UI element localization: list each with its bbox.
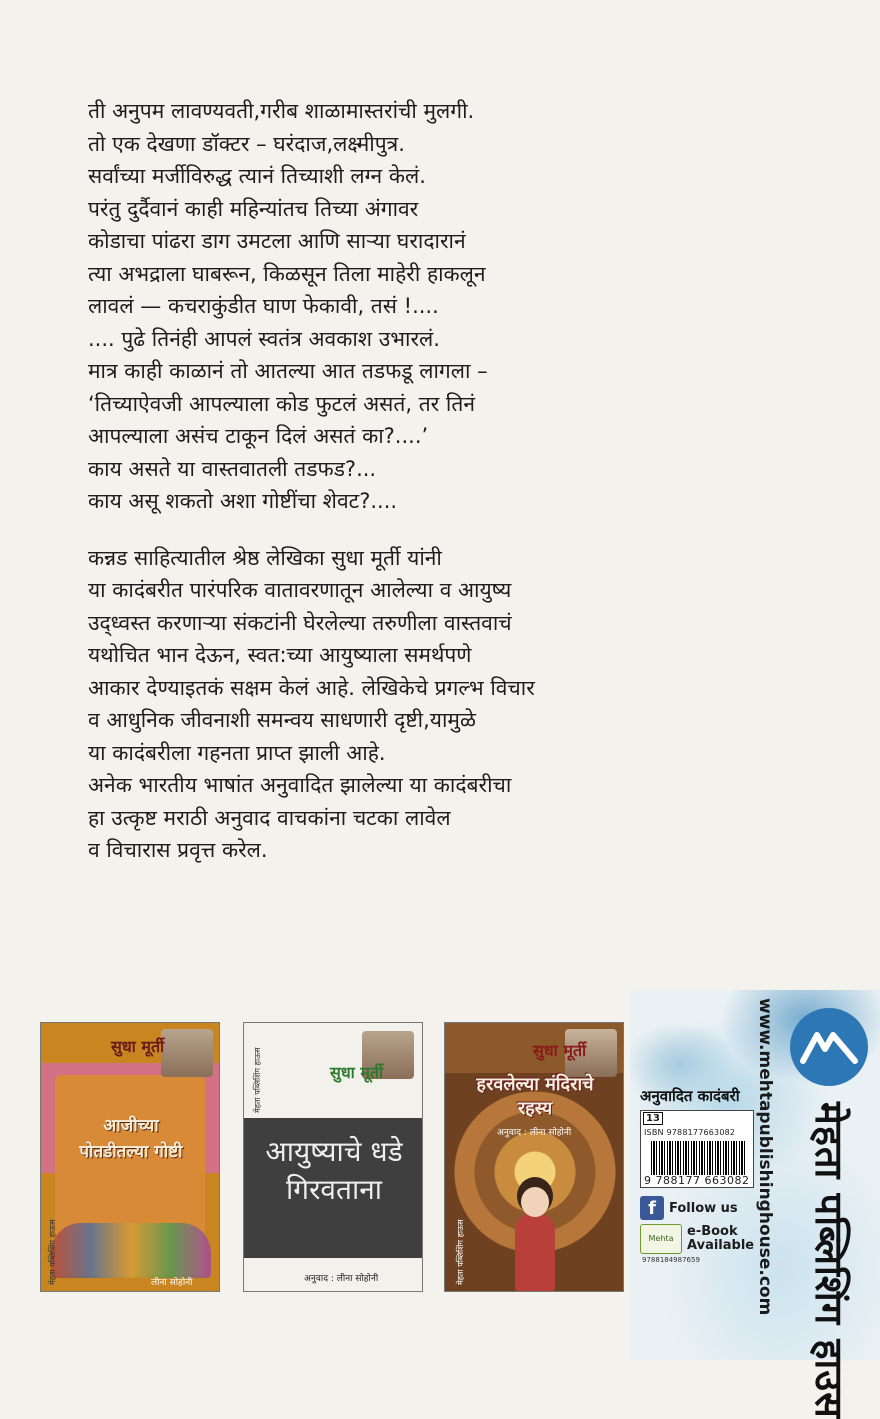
blurb-paragraph-2 bbox=[88, 542, 808, 867]
blurb-line: व विचारास प्रवृत्त करेल. bbox=[88, 838, 268, 862]
blurb-line: .... पुढे तिनंही आपलं स्वतंत्र अवकाश उभारलं. bbox=[88, 326, 440, 351]
book-title: आजीच्या पोतडीतल्या गोष्टी bbox=[79, 1116, 183, 1162]
book-publisher: मेहता पब्लिशिंग हाऊस bbox=[48, 1219, 57, 1285]
facebook-follow bbox=[640, 1196, 738, 1220]
blurb-line: अनेक भारतीय भाषांत अनुवादित झालेल्या या कादंबरीचा bbox=[88, 773, 512, 797]
book-author: सुधा मूर्ती bbox=[533, 1041, 587, 1060]
blurb-line: ‘तिच्याऐवजी आपल्याला कोड फुटलं असतं, तर तिनं bbox=[88, 391, 475, 416]
blurb-line: व आधुनिक जीवनाशी समन्वय साधणारी दृष्टी,यामुळे bbox=[88, 708, 476, 732]
blurb-line: कोडाचा पांढरा डाग उमटला आणि साऱ्या घरादारानं bbox=[88, 229, 466, 253]
ebook-icon: Mehta bbox=[640, 1224, 682, 1254]
blurb-line: हा उत्कृष्ट मराठी अनुवाद वाचकांना चटका लावेल bbox=[88, 805, 451, 830]
publisher-logo-icon bbox=[790, 1008, 868, 1086]
blurb-line: काय असते या वास्तवातली तडफड?... bbox=[88, 456, 377, 481]
author-photo bbox=[161, 1029, 213, 1077]
blurb-line: कन्नड साहित्यातील श्रेष्ठ लेखिका सुधा मूर्ती यांनी bbox=[88, 545, 442, 570]
book-author: सुधा मूर्ती bbox=[111, 1037, 165, 1056]
book-publisher: मेहता पब्लिशिंग हाऊस bbox=[456, 1219, 465, 1285]
blurb-line: काय असू शकतो अशा गोष्टींचा शेवट?.... bbox=[88, 489, 398, 513]
book-thumbnail-2 bbox=[243, 1022, 423, 1292]
ebook-label-2: Available bbox=[687, 1238, 755, 1253]
book-title: हरवलेल्या मंदिराचे रहस्य bbox=[476, 1074, 594, 1119]
back-cover-blurb bbox=[88, 95, 808, 867]
book-translator: अनुवाद : लीना सोहोनी bbox=[304, 1274, 379, 1284]
book-thumbnail-1 bbox=[40, 1022, 220, 1292]
blurb-line: तो एक देखणा डॉक्टर – घरंदाज,लक्ष्मीपुत्र. bbox=[88, 131, 405, 156]
illustration-girl bbox=[515, 1213, 555, 1292]
blurb-line: आकार देण्याइतकं सक्षम केलं आहे. लेखिकेचे प्रगल्भ विचार bbox=[88, 675, 535, 700]
blurb-line: या कादंबरीला गहनता प्राप्त झाली आहे. bbox=[88, 740, 386, 765]
blurb-line: लावलं — कचराकुंडीत घाण फेकावी, तसं !.... bbox=[88, 294, 439, 318]
barcode bbox=[640, 1110, 754, 1188]
book-translator: अनुवाद : लीना सोहोनी bbox=[497, 1128, 572, 1138]
barcode-number: 9 788177 663082 bbox=[644, 1174, 750, 1187]
blurb-line: ती अनुपम लावण्यवती,गरीब शाळामास्तरांची मुलगी. bbox=[88, 99, 475, 123]
book-title: आयुष्याचे धडे गिरवताना bbox=[265, 1135, 403, 1206]
facebook-icon: f bbox=[640, 1196, 664, 1220]
book-category: अनुवादित कादंबरी bbox=[640, 1087, 740, 1105]
blurb-line: मात्र काही काळानं तो आतल्या आत तडफडू लागला – bbox=[88, 359, 488, 383]
book-translator: लीना सोहोनी bbox=[151, 1278, 193, 1288]
isbn-label: ISBN 9788177663082 bbox=[644, 1128, 736, 1137]
book-author: सुधा मूर्ती bbox=[330, 1063, 384, 1082]
blurb-line: परंतु दुर्दैवानं काही महिन्यांतच तिच्या अंगावर bbox=[88, 196, 419, 221]
blurb-paragraph-1 bbox=[88, 95, 808, 518]
blurb-line: यथोचित भान देऊन, स्वत:च्या आयुष्याला समर्थपणे bbox=[88, 643, 472, 667]
ebook-isbn: 9788184987659 bbox=[642, 1256, 700, 1264]
price-code: 13 bbox=[643, 1112, 663, 1125]
book-publisher: मेहता पब्लिशिंग हाऊस bbox=[253, 1047, 262, 1113]
blurb-line: आपल्याला असंच टाकून दिलं असतं का?....’ bbox=[88, 424, 429, 448]
follow-us-label: Follow us bbox=[669, 1200, 738, 1216]
blurb-line: सर्वांच्या मर्जीविरुद्ध त्यानं तिच्याशी लग्न केलं. bbox=[88, 164, 426, 188]
barcode-bars bbox=[651, 1141, 745, 1175]
ebook-available bbox=[640, 1224, 754, 1254]
ebook-label-1: e-Book bbox=[687, 1224, 738, 1239]
book-thumbnail-3 bbox=[444, 1022, 624, 1292]
blurb-line: त्या अभद्राला घाबरून, किळसून तिला माहेरी हाकलून bbox=[88, 261, 486, 286]
blurb-line: या कादंबरीत पारंपरिक वातावरणातून आलेल्या व आयुष्य bbox=[88, 578, 512, 602]
blurb-line: उद्ध्वस्त करणाऱ्या संकटांनी घेरलेल्या तरुणीला वास्तवाचं bbox=[88, 610, 512, 635]
